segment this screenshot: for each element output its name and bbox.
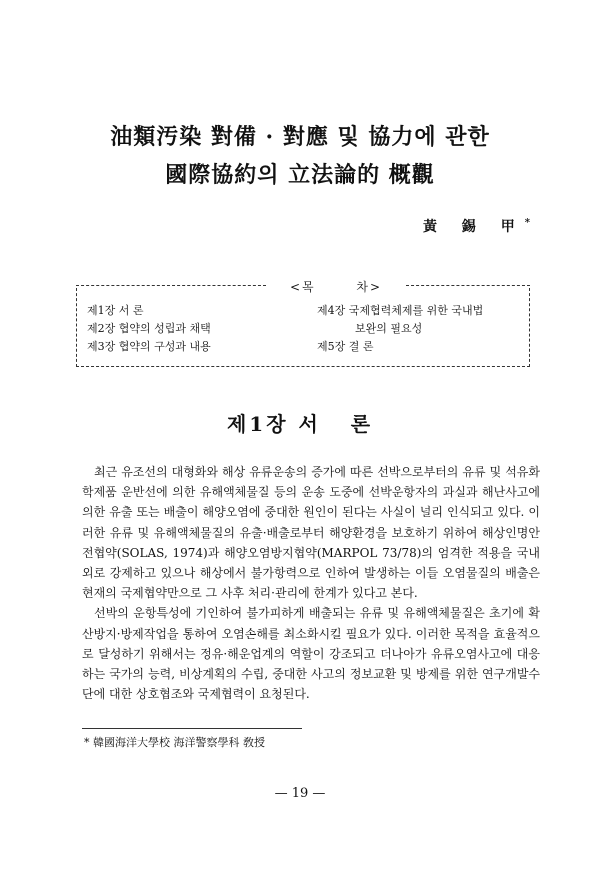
author [423,216,530,236]
paragraph: 선박의 운항특성에 기인하여 불가피하게 배출되는 유류 및 유해액체물질은 초기에 확산방지·방제작업을 통하여 오염손해를 최소화시킬 필요가 있다. 이러한 목적을 효율적으로 달성하기 위해서는 정유·해운업계의 역할이 강조되고 더나아가 유류오염사고에 대응하는 국가의 능력, 비상계획의 수립, 중대한 사고의 정보교환 및 방제를 위한 연구개발수단에 대한 상호협조와 국제협력이 요청된다. [82,606,540,702]
toc-right-column [317,302,483,356]
toc-rule-right [406,285,530,286]
footnote: * 韓國海洋大學校 海洋警察學科 敎授 [84,736,265,749]
author-name: 黃 錫 甲 [423,219,525,235]
table-of-contents [76,288,530,367]
footnote-rule [82,728,302,729]
toc-item: 보완의 필요성 [355,322,423,335]
title-line-2: 國際協約의 立法論的 概觀 [165,162,435,188]
toc-item: 제3장 협약의 구성과 내용 [87,340,211,353]
toc-item: 제1장 서 론 [87,304,144,317]
toc-heading: <목 차> [290,280,382,294]
chapter-heading: 제1장 서 론 [226,412,374,436]
body-text [82,462,540,704]
paragraph: 최근 유조선의 대형화와 해상 유류운송의 증가에 따른 선박으로부터의 유류 및 석유화학제품 운반선에 의한 유해액체물질 등의 운송 도중에 선박운항자의 과실과 해난사고에 의한 유출 또는 배출이 해양오염에 중대한 원인이 된다는 사실이 널리 인식되고 있다. 이러한 유류 및 유해액체물질의 유출·배출로부터 해양환경을 보호하기 위하여 해상인명안전협약(SOLAS, 1974)과 해양오염방지협약(MARPOL 73/78)의 엄격한 적용을 국내외로 강제하고 있으나 해상에서 불가항력으로 인하여 발생하는 이들 오염물질의 배출은 현재의 국제협약만으로 그 사후 처리·관리에 한계가 있다고 본다. [82,465,540,601]
toc-rule-left [76,285,266,286]
toc-item: 제2장 협약의 성립과 채택 [87,322,211,335]
toc-left-column [87,302,211,356]
title-line-1: 油類汚染 對備 · 對應 및 協力에 관한 [110,124,490,150]
toc-item: 제4장 국제협력체제를 위한 국내법 [317,304,484,317]
toc-item: 제5장 결 론 [317,340,374,353]
author-footnote-mark: * [524,217,530,229]
page-number: — 19 — [274,786,326,801]
